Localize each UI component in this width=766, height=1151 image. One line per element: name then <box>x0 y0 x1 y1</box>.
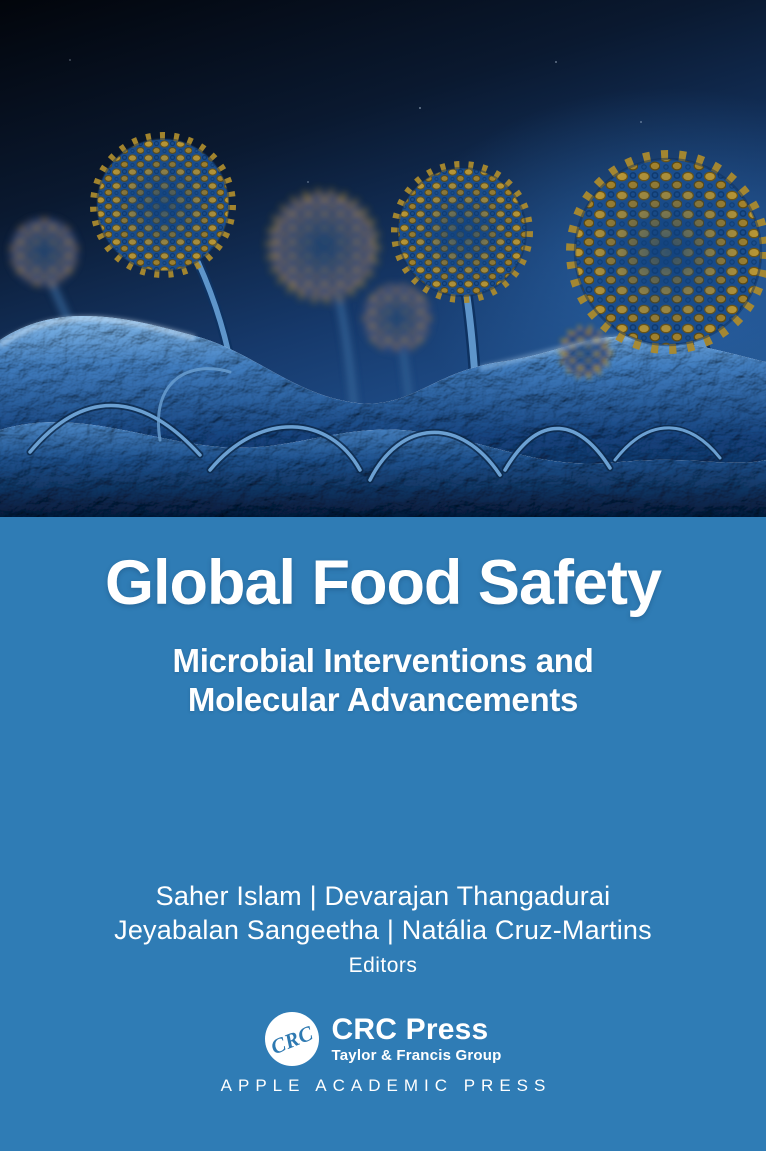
book-subtitle-line2: Molecular Advancements <box>187 681 579 719</box>
editors-names <box>0 880 766 948</box>
publisher-block <box>0 1012 766 1096</box>
editors-line2: Jeyabalan Sangeetha | Natália Cruz-Martins <box>114 914 652 945</box>
crc-press-logo <box>265 1012 502 1066</box>
apple-academic-press-imprint: APPLE ACADEMIC PRESS <box>220 1076 552 1095</box>
crc-monogram: CRC <box>267 1020 317 1059</box>
mold-micrograph-image <box>0 0 766 517</box>
book-subtitle-line1: Microbial Interventions and <box>172 642 594 680</box>
editors-block <box>0 880 766 978</box>
editors-line1: Saher Islam | Devarajan Thangadurai <box>155 881 611 911</box>
book-title: Global Food Safety <box>104 548 662 618</box>
crc-press-tagline: Taylor & Francis Group <box>331 1047 502 1064</box>
crc-logo-icon <box>265 1012 319 1066</box>
title-block <box>0 550 766 720</box>
book-subtitle <box>0 642 766 720</box>
crc-press-name: CRC Press <box>331 1013 489 1046</box>
editors-label: Editors <box>348 953 418 977</box>
crc-text <box>332 1015 502 1063</box>
